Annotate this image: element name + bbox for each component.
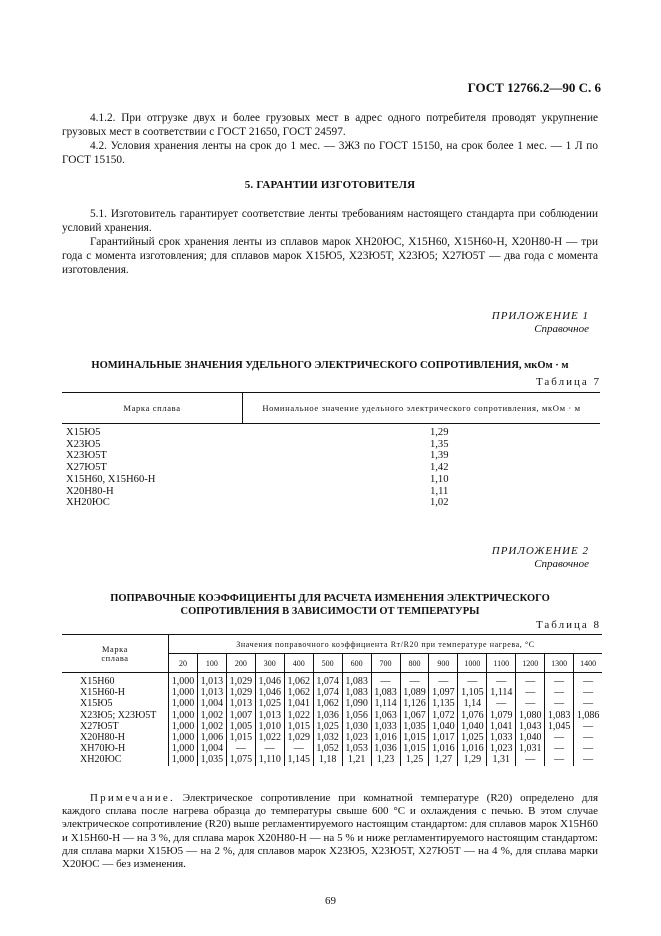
table-8-number: Таблица 8 [535,619,601,631]
coefficient-cell: 1,27 [429,754,458,765]
temp-header: 1100 [487,654,516,673]
alloy-cell: ХН70Ю-Н [62,743,169,754]
temp-header: 1300 [545,654,574,673]
coefficient-cell: 1,126 [400,698,429,709]
temp-header: 1400 [574,654,602,673]
coefficient-cell: 1,023 [487,743,516,754]
appendix-1 [492,310,589,336]
table-row [62,497,600,509]
table-8-caption: Значения поправочного коэффициента Rт/R20 при температуре нагрева, °С [169,635,603,654]
table-8-title-line-1: ПОПРАВОЧНЫЕ КОЭФФИЦИЕНТЫ ДЛЯ РАСЧЕТА ИЗМЕНЕНИЯ ЭЛЕКТРИЧЕСКОГО [110,593,550,604]
coefficient-cell: — [255,743,284,754]
coefficient-cell: — [284,743,313,754]
alloy-cell: Х23Ю5 [66,438,101,450]
value-cell: 1,10 [429,473,449,485]
coefficient-cell: 1,015 [400,732,429,743]
coefficient-cell: 1,089 [400,687,429,698]
temp-header: 100 [197,654,226,673]
alloy-cell: Х23Ю5; Х23Ю5Т [62,710,169,721]
coefficient-cell: 1,007 [226,710,255,721]
coefficient-cell: 1,000 [169,687,198,698]
table-row [62,687,602,698]
table-row [62,424,600,439]
coefficient-cell: — [583,732,594,744]
coefficient-cell: 1,083 [342,673,371,688]
coefficient-cell: 1,041 [487,721,516,732]
table-7 [62,392,600,509]
coefficient-cell: — [545,698,574,709]
coefficient-cell: 1,025 [255,698,284,709]
coefficient-cell: 1,016 [458,743,487,754]
temp-header: 800 [400,654,429,673]
page-header: ГОСТ 12766.2—90 С. 6 [467,80,601,95]
coefficient-cell: 1,083 [371,687,400,698]
coefficient-cell: 1,004 [197,698,226,709]
appendix-1-type: Справочное [534,323,589,335]
coefficient-cell: 1,040 [516,732,545,743]
coefficient-cell: 1,000 [169,721,198,732]
table-7-number: Таблица 7 [535,376,601,388]
note-text: Электрическое сопротивление при комнатной температуре (R20) определено для каждого сплава после нагрева образца до температуры свыше 600 °С и охлаждения с печью. В этом случае электрическое сопротивление (R20) выше регламентируемого настоящим стандартом: для сплавов марок Х15Н60 и Х15Н60-Н — на 3 %, для сплава марок Х20Н80-Н — на 5 % и ниже регламентируемого настоящим стандартом: для сплава марки Х15Ю5 — на 2 %, для сплавов марок Х23Ю5, Х23Ю5Т, Х27Ю5Т — на 4 %, для сплава марки Х20ЮС — без изменения. [62,792,599,871]
temp-header: 1000 [458,654,487,673]
coefficient-cell: — [583,743,594,755]
coefficient-cell: 1,025 [313,721,342,732]
table-8 [62,634,602,766]
table-row [62,754,602,765]
coefficient-cell: 1,074 [313,687,342,698]
coefficient-cell: — [583,754,594,766]
coefficient-cell: 1,145 [284,754,313,765]
coefficient-cell: — [487,698,516,709]
coefficient-cell: — [545,732,574,743]
coefficient-cell: 1,015 [284,721,313,732]
temp-header: 600 [342,654,371,673]
coefficient-cell: 1,031 [516,743,545,754]
coefficient-cell: — [545,743,574,754]
coefficient-cell: 1,041 [284,698,313,709]
coefficient-cell: 1,017 [429,732,458,743]
coefficient-cell: 1,013 [226,698,255,709]
coefficient-cell: 1,25 [400,754,429,765]
coefficient-cell: 1,029 [226,687,255,698]
coefficient-cell: 1,114 [371,698,400,709]
para-4-1-2: 4.1.2. При отгрузке двух и более грузовых мест в адрес одного потребителя проводят укрупнение грузовых мест в соответствии с ГОСТ 21650, ГОСТ 24597. [62,112,598,138]
value-cell: 1,29 [429,427,449,438]
value-cell: 1,35 [429,438,449,450]
table-row [62,698,602,709]
temp-header: 700 [371,654,400,673]
alloy-cell: ХН20ЮС [62,754,169,765]
coefficient-cell: 1,006 [197,732,226,743]
table-row [62,486,600,498]
coefficient-cell: 1,000 [169,754,198,765]
alloy-cell: Х15Ю5 [66,427,101,438]
coefficient-cell: 1,110 [255,754,284,765]
coefficient-cell: — [545,673,574,688]
coefficient-cell: 1,036 [371,743,400,754]
table-8-title [62,592,598,618]
coefficient-cell: 1,033 [487,732,516,743]
para-5-1: 5.1. Изготовитель гарантирует соответствие ленты требованиям настоящего стандарта при соблюдении условий хранения. [62,208,598,234]
coefficient-cell: 1,000 [169,732,198,743]
coefficient-cell: — [516,687,545,698]
coefficient-cell: 1,114 [487,687,516,698]
para-warranty: Гарантийный срок хранения ленты из сплавов марок ХН20ЮС, Х15Н60, Х15Н60-Н, Х20Н80-Н — три года с момента изготовления; для сплавов марок Х15Ю5, Х23Ю5Т, Х23Ю5; Х27Ю5Т — два года с момента изготовления. [62,236,598,276]
coefficient-cell: — [516,698,545,709]
alloy-cell: Х15Ю5 [62,698,169,709]
table-8-col-alloy [62,635,169,673]
coefficient-cell: 1,052 [313,743,342,754]
alloy-cell: Х15Н60, Х15Н60-Н [66,473,156,485]
coefficient-cell: 1,056 [342,710,371,721]
coefficient-cell: 1,002 [197,721,226,732]
coefficient-cell: — [583,698,594,710]
table-7-col-alloy: Марка сплава [62,393,243,424]
coefficient-cell: 1,002 [197,710,226,721]
coefficient-cell: — [516,673,545,688]
table-row [62,450,600,462]
coefficient-cell: — [583,676,594,687]
table-row [62,743,602,754]
coefficient-cell: 1,083 [342,687,371,698]
coefficient-cell: 1,035 [197,754,226,765]
coefficient-cell: 1,040 [458,721,487,732]
section-5-title: 5. ГАРАНТИИ ИЗГОТОВИТЕЛЯ [244,179,416,191]
coefficient-cell: 1,23 [371,754,400,765]
coefficient-cell: 1,053 [342,743,371,754]
coefficient-cell: — [583,720,594,732]
table-7-title: НОМИНАЛЬНЫЕ ЗНАЧЕНИЯ УДЕЛЬНОГО ЭЛЕКТРИЧЕСКОГО СОПРОТИВЛЕНИЯ, мкОм · м [91,360,569,371]
coefficient-cell: 1,032 [313,732,342,743]
temp-header: 1200 [516,654,545,673]
col-alloy-line-1: Марка [101,644,128,654]
appendix-1-label: ПРИЛОЖЕНИЕ 1 [491,310,589,322]
coefficient-cell: 1,062 [313,698,342,709]
coefficient-cell: 1,015 [400,743,429,754]
coefficient-cell: — [516,754,545,765]
coefficient-cell: 1,029 [284,732,313,743]
coefficient-cell: 1,090 [342,698,371,709]
table-row [62,474,600,486]
coefficient-cell: 1,29 [458,754,487,765]
coefficient-cell: — [487,673,516,688]
coefficient-cell: 1,046 [255,673,284,688]
coefficient-cell: 1,062 [284,673,313,688]
coefficient-cell: 1,079 [487,710,516,721]
coefficient-cell: 1,075 [226,754,255,765]
coefficient-cell: 1,023 [342,732,371,743]
coefficient-cell: 1,083 [545,710,574,721]
coefficient-cell: 1,067 [400,710,429,721]
alloy-cell: Х27Ю5Т [66,462,107,474]
temp-header: 300 [255,654,284,673]
value-cell: 1,39 [429,450,449,462]
coefficient-cell: 1,010 [255,721,284,732]
coefficient-cell: 1,046 [255,687,284,698]
note-label: Примечание. [90,792,175,804]
coefficient-cell: — [583,687,594,699]
coefficient-cell: 1,013 [197,673,226,688]
coefficient-cell: 1,036 [313,710,342,721]
coefficient-cell: — [371,673,400,688]
coefficient-cell: 1,013 [197,687,226,698]
appendix-2 [492,545,589,571]
temp-header: 20 [169,654,198,673]
coefficient-cell: 1,016 [429,743,458,754]
coefficient-cell: 1,105 [458,687,487,698]
table-row [62,721,602,732]
coefficient-cell: — [545,687,574,698]
coefficient-cell: 1,029 [226,673,255,688]
alloy-cell: Х15Н60 [62,673,169,688]
coefficient-cell: 1,063 [371,710,400,721]
value-cell: 1,11 [430,485,449,497]
appendix-2-label: ПРИЛОЖЕНИЕ 2 [491,545,589,557]
coefficient-cell: 1,035 [400,721,429,732]
table-row [62,462,600,474]
coefficient-cell: 1,022 [284,710,313,721]
table-row [62,673,602,688]
alloy-cell: Х23Ю5Т [66,450,107,462]
coefficient-cell: 1,040 [429,721,458,732]
col-alloy-line-2: сплава [101,653,129,663]
value-cell: 1,42 [429,462,449,474]
alloy-cell: Х20Н80-Н [62,732,169,743]
coefficient-cell: 1,043 [516,721,545,732]
temp-header: 900 [429,654,458,673]
coefficient-cell: 1,072 [429,710,458,721]
coefficient-cell: 1,000 [169,710,198,721]
appendix-2-type: Справочное [534,558,589,570]
coefficient-cell: 1,015 [226,732,255,743]
table-8-note [62,792,598,871]
coefficient-cell: 1,045 [545,721,574,732]
coefficient-cell: — [429,673,458,688]
coefficient-cell: 1,000 [169,698,198,709]
coefficient-cell: 1,000 [169,673,198,688]
coefficient-cell: 1,000 [169,743,198,754]
coefficient-cell: 1,080 [516,710,545,721]
alloy-cell: ХН20ЮС [66,497,110,509]
coefficient-cell: 1,074 [313,673,342,688]
page-number: 69 [325,895,336,907]
coefficient-cell: 1,18 [313,754,342,765]
table-row [62,439,600,451]
coefficient-cell: 1,21 [342,754,371,765]
alloy-cell: Х27Ю5Т [62,721,169,732]
coefficient-cell: — [400,673,429,688]
coefficient-cell: 1,005 [226,721,255,732]
coefficient-cell: 1,025 [458,732,487,743]
coefficient-cell: 1,033 [371,721,400,732]
coefficient-cell: 1,135 [429,698,458,709]
coefficient-cell: — [458,673,487,688]
coefficient-cell: 1,14 [458,698,487,709]
coefficient-cell: 1,31 [487,754,516,765]
table-7-col-value: Номинальное значение удельного электрического сопротивления, мкОм · м [243,393,601,424]
temp-header: 200 [226,654,255,673]
coefficient-cell: 1,062 [284,687,313,698]
value-cell: 1,02 [429,497,449,509]
temp-header: 500 [313,654,342,673]
table-row [62,710,602,721]
coefficient-cell: 1,022 [255,732,284,743]
coefficient-cell: 1,086 [576,709,600,721]
table-row [62,732,602,743]
coefficient-cell: — [226,743,255,754]
coefficient-cell: 1,076 [458,710,487,721]
alloy-cell: Х20Н80-Н [66,485,114,497]
table-8-title-line-2: СОПРОТИВЛЕНИЯ В ЗАВИСИМОСТИ ОТ ТЕМПЕРАТУРЫ [180,606,480,617]
coefficient-cell: — [545,754,574,765]
coefficient-cell: 1,097 [429,687,458,698]
para-4-2: 4.2. Условия хранения ленты на срок до 1 мес. — 3ЖЗ по ГОСТ 15150, на срок более 1 мес. — 1 Л по ГОСТ 15150. [62,140,598,166]
coefficient-cell: 1,030 [342,721,371,732]
temp-header: 400 [284,654,313,673]
coefficient-cell: 1,004 [197,743,226,754]
alloy-cell: Х15Н60-Н [62,687,169,698]
coefficient-cell: 1,016 [371,732,400,743]
coefficient-cell: 1,013 [255,710,284,721]
